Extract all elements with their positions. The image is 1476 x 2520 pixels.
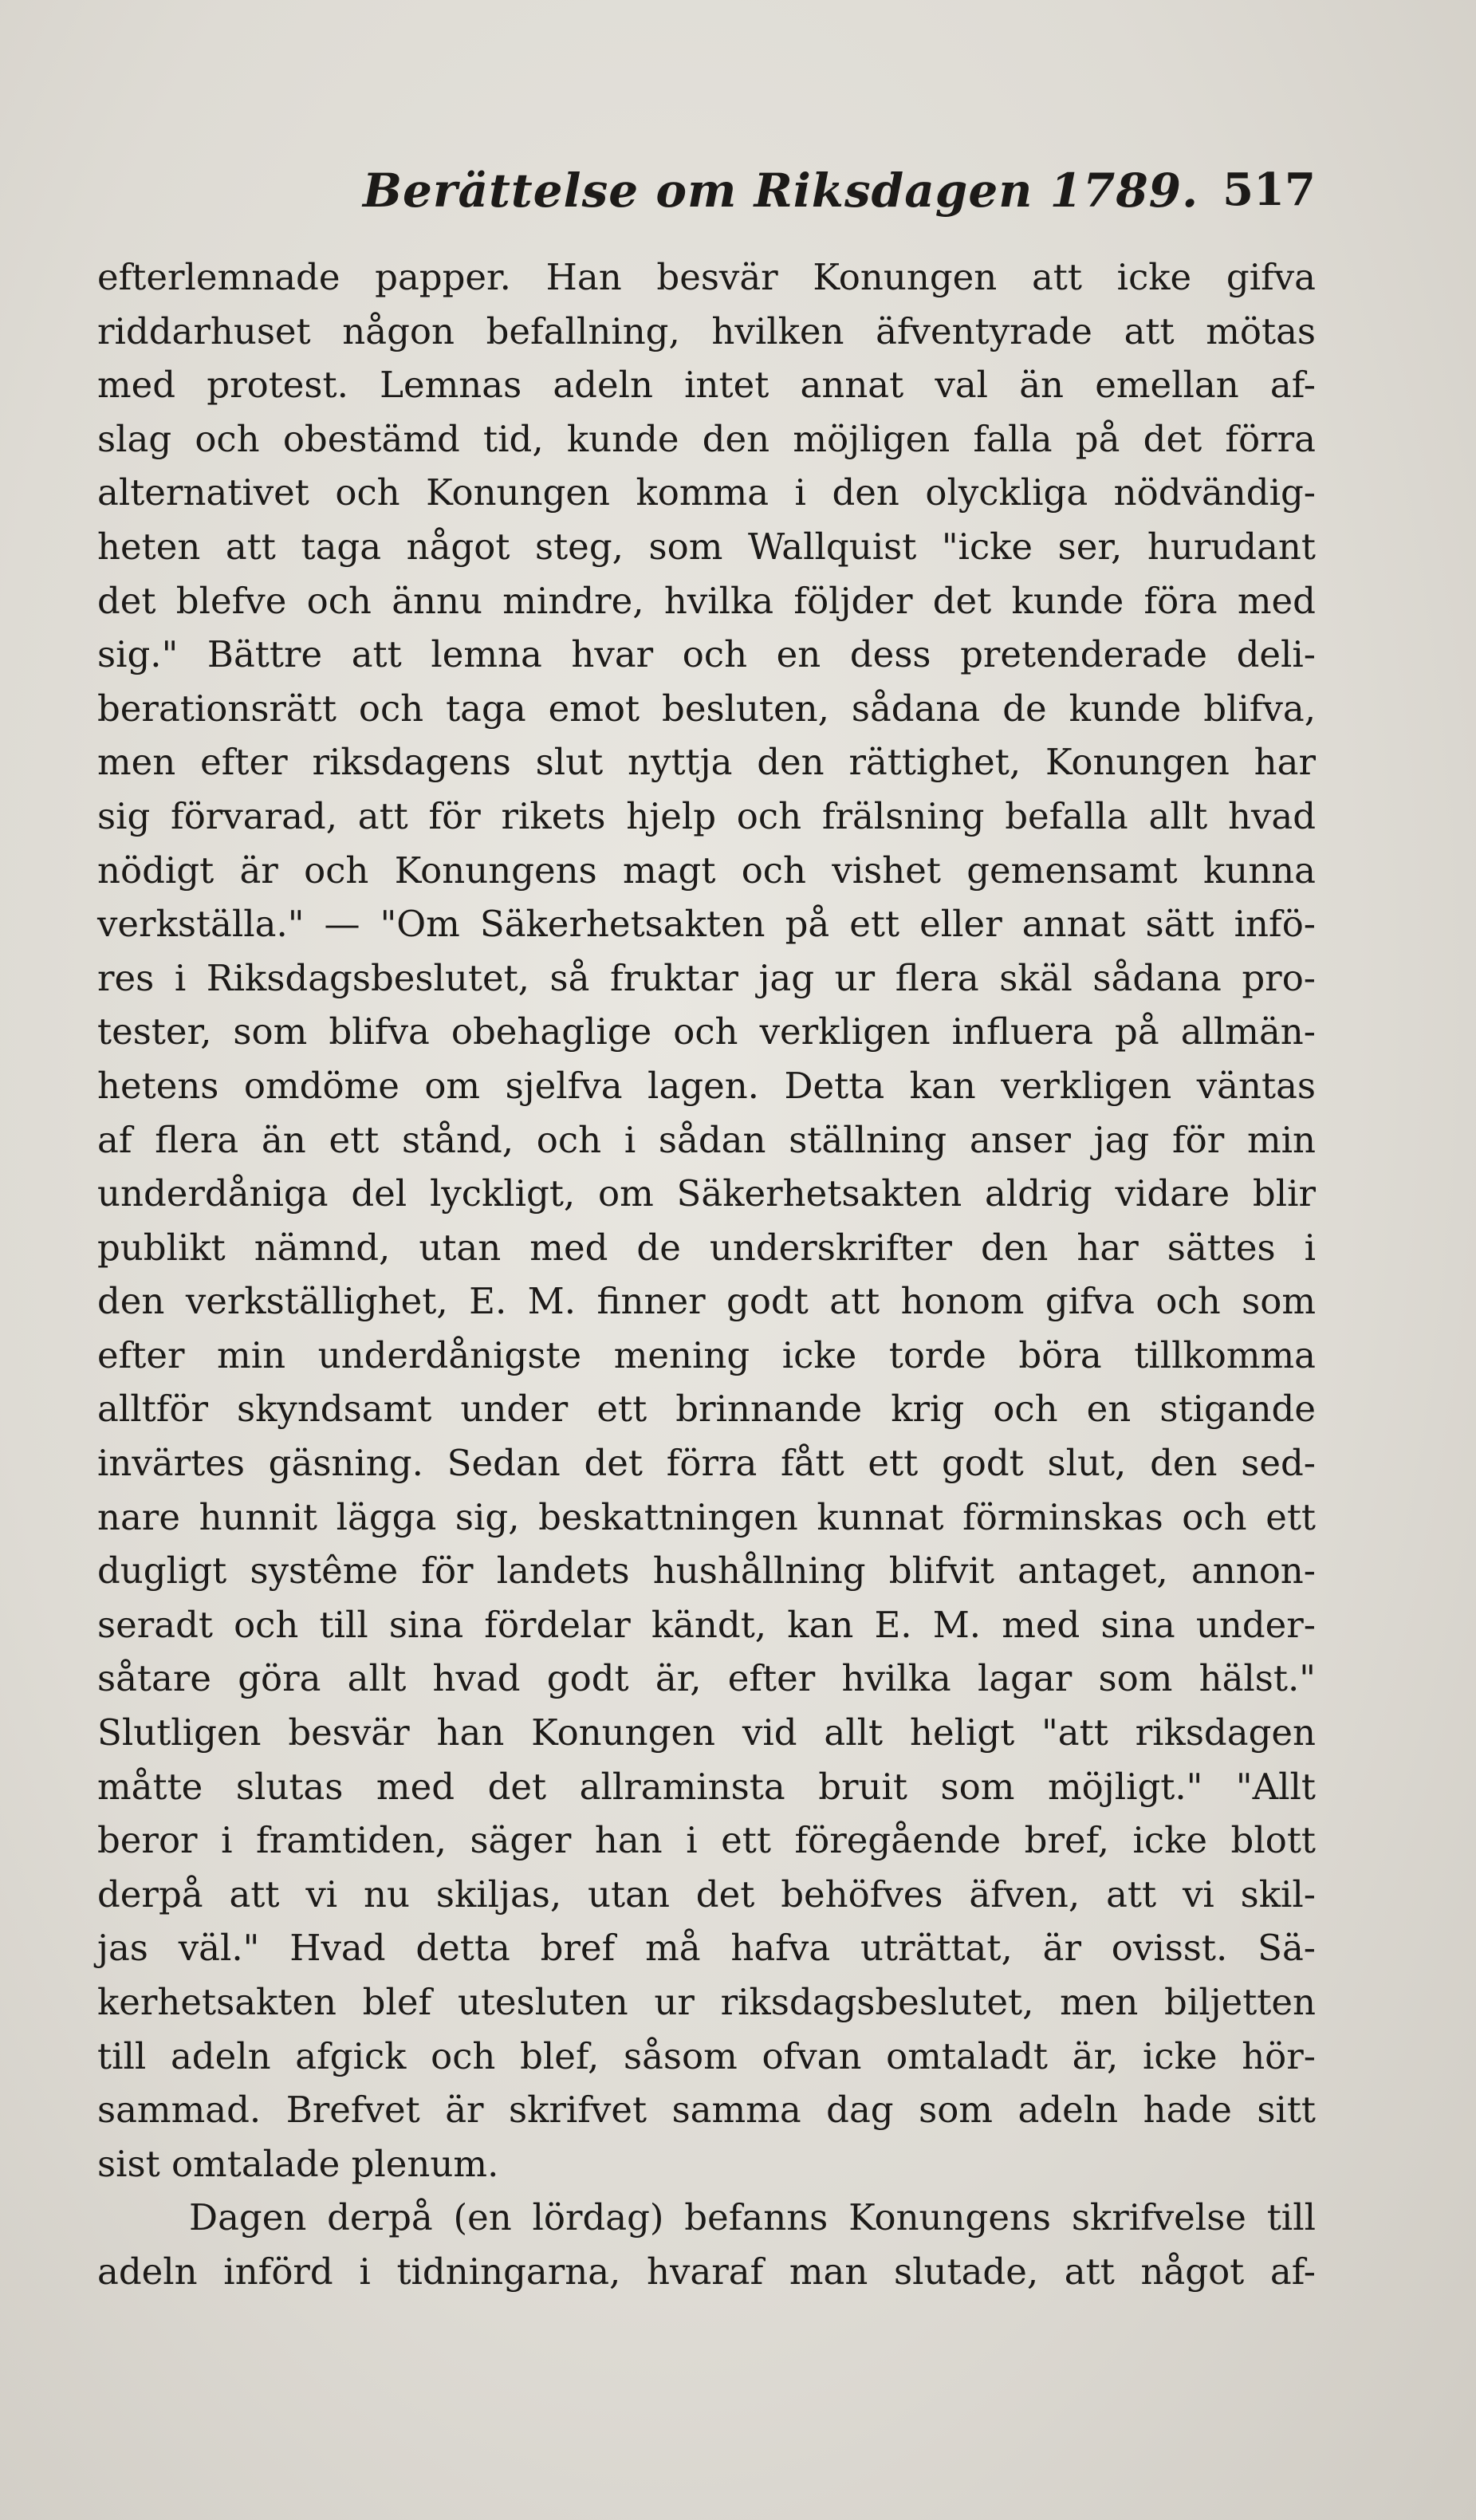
text-line: berationsrätt och taga emot besluten, sådana de kunde blifva, — [97, 687, 1316, 730]
text-line: den verkställighet, E. M. finner godt att honom gifva och som — [97, 1280, 1316, 1323]
text-line: efterlemnade papper. Han besvär Konungen att icke gifva — [97, 256, 1316, 298]
text-line: Dagen derpå (en lördag) befanns Konungens skrifvelse till — [189, 2196, 1316, 2239]
page-header — [96, 163, 1316, 219]
text-line: såtare göra allt hvad godt är, efter hvilka lagar som hälst." — [97, 1657, 1316, 1700]
text-line: heten att taga något steg, som Wallquist "icke ser, hurudant — [97, 525, 1316, 568]
text-line: derpå att vi nu skiljas, utan det behöfves äfven, att vi skil- — [97, 1872, 1316, 1916]
text-line: slag och obestämd tid, kunde den möjligen falla på det förra — [97, 417, 1316, 460]
text-line: nare hunnit lägga sig, beskattningen kunnat förminskas och ett — [97, 1495, 1316, 1538]
text-line: till adeln afgick och blef, såsom ofvan omtaladt är, icke hör- — [97, 2034, 1316, 2077]
text-line: verkställa." — "Om Säkerhetsakten på ett eller annat sätt infö- — [97, 903, 1316, 946]
text-line: af flera än ett stånd, och i sådan ställning anser jag för min — [97, 1118, 1316, 1161]
page-number: 517 — [1222, 163, 1316, 216]
text-line: Slutligen besvär han Konungen vid allt heligt "att riksdagen — [97, 1711, 1316, 1754]
text-line: jas väl." Hvad detta bref må hafva uträttat, är ovisst. Sä- — [97, 1927, 1316, 1970]
text-line: sig." Bättre att lemna hvar och en dess pretenderade deli- — [97, 633, 1316, 676]
text-line: alltför skyndsamt under ett brinnande krig och en stigande — [97, 1388, 1316, 1431]
text-line: tester, som blifva obehaglige och verkligen influera på allmän- — [97, 1010, 1316, 1053]
text-line: sist omtalade plenum. — [97, 2142, 499, 2185]
text-line: sammad. Brefvet är skrifvet samma dag som adeln hade sitt — [97, 2089, 1316, 2132]
text-line: hetens omdöme om sjelfva lagen. Detta kan verkligen väntas — [97, 1064, 1316, 1107]
text-line: men efter riksdagens slut nyttja den rättighet, Konungen har — [97, 741, 1316, 784]
running-title: Berättelse om Riksdagen 1789. — [363, 163, 1199, 218]
text-line: publikt nämnd, utan med de underskrifter den har sättes i — [97, 1226, 1316, 1269]
text-line: sig förvarad, att för rikets hjelp och frälsning befalla allt hvad — [97, 794, 1316, 837]
text-line: med protest. Lemnas adeln intet annat val än emellan af- — [97, 364, 1316, 407]
text-line: underdåniga del lyckligt, om Säkerhetsakten aldrig vidare blir — [97, 1172, 1316, 1215]
text-line: beror i framtiden, säger han i ett föregående bref, icke blott — [97, 1819, 1316, 1862]
text-line: måtte slutas med det allraminsta bruit som möjligt." "Allt — [97, 1765, 1316, 1808]
text-line: nödigt är och Konungens magt och vishet gemensamt kunna — [97, 849, 1316, 892]
text-line: invärtes gäsning. Sedan det förra fått ett godt slut, den sed- — [97, 1442, 1316, 1485]
text-line: alternativet och Konungen komma i den olyckliga nödvändig- — [97, 471, 1316, 514]
text-line: res i Riksdagsbeslutet, så fruktar jag ur flera skäl sådana pro- — [97, 956, 1316, 999]
text-line: adeln införd i tidningarna, hvaraf man slutade, att något af- — [97, 2250, 1316, 2293]
text-line: riddarhuset någon befallning, hvilken äfventyrade att mötas — [97, 309, 1316, 352]
body-text — [97, 250, 1316, 2299]
text-line: det blefve och ännu mindre, hvilka följder det kunde föra med — [97, 579, 1316, 622]
text-line: seradt och till sina fördelar kändt, kan E. M. med sina under- — [97, 1603, 1316, 1646]
text-line: efter min underdånigste mening icke torde böra tillkomma — [97, 1333, 1316, 1376]
text-line: kerhetsakten blef utesluten ur riksdagsbeslutet, men biljetten — [97, 1981, 1316, 2023]
text-line: dugligt systême för landets hushållning blifvit antaget, annon- — [97, 1549, 1316, 1593]
